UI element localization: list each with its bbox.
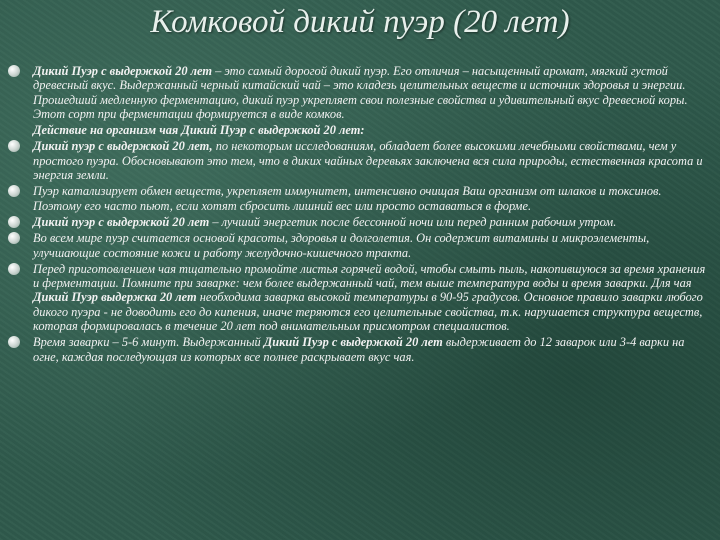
list-item bbox=[8, 215, 712, 229]
item-bold: Дикий пуэр с выдержкой 20 лет, bbox=[33, 139, 213, 154]
list-item bbox=[8, 262, 712, 333]
item-bold-inline: Дикий Пуэр выдержка 20 лет bbox=[33, 290, 197, 305]
list-item bbox=[8, 184, 712, 213]
item-bold: Дикий пуэр с выдержкой 20 лет bbox=[33, 214, 210, 229]
bullet-icon bbox=[8, 65, 20, 77]
list-item bbox=[8, 139, 712, 182]
list-item bbox=[8, 231, 712, 260]
item-text: по некоторым исследованиям, обладает более высокими лечебными свойствами, чем у простого пуэра. Обосновывают это тем, что в диких чайных деревьях заключена вся сила природы, естественная красота и энергия земли. bbox=[33, 139, 703, 183]
item-text: Пуэр катализирует обмен веществ, укрепляет иммунитет, интенсивно очищая Ваш организм от шлаков и токсинов. Поэтому его часто пьют, если хотят сбросить лишний вес или просто оставаться в форме. bbox=[33, 184, 662, 213]
list-item bbox=[8, 123, 712, 137]
list-item bbox=[8, 64, 712, 121]
item-text: – это самый дорогой дикий пуэр. Его отличия – насыщенный аромат, мягкий густой древесный вкус. Выдержанный черный китайский чай – это кладезь целительных веществ и источник здоровья и энергии. Прошедший медленную ферментацию, дикий пуэр укрепляет свои полезные свойства и удивительный вкус древесной коры. Этот сорт при ферментации формируется в виде комков. bbox=[33, 64, 688, 121]
bullet-icon bbox=[8, 336, 20, 348]
item-bold: Дикий Пуэр с выдержкой 20 лет bbox=[33, 64, 212, 78]
item-text-cont: выдерживает до 12 заварок или 3-4 варки на огне, каждая последующая из которых все полнее раскрывает вкус чая. bbox=[33, 335, 685, 364]
list-item bbox=[8, 335, 712, 364]
bullet-icon bbox=[8, 185, 20, 197]
item-bold-inline: Дикий Пуэр с выдержкой 20 лет bbox=[263, 335, 443, 350]
item-text: Во всем мире пуэр считается основой красоты, здоровья и долголетия. Он содержит витамины и микроэлементы, улучшающие состояние кожи и работу желудочно-кишечного тракта. bbox=[33, 231, 650, 260]
item-text: Перед приготовлением чая тщательно промойте листья горячей водой, чтобы смыть пыль, накопившуюся за время хранения и ферментации. Помните при заварке: чем более выдержанный чай, тем выше температура воды и время заварки. Для чая bbox=[33, 261, 706, 291]
bullet-icon bbox=[8, 140, 20, 152]
item-text: – лучший энергетик после бессонной ночи или перед ранним рабочим утром. bbox=[209, 214, 617, 229]
bullet-list bbox=[8, 64, 712, 366]
bullet-icon bbox=[8, 216, 20, 228]
slide-title: Комковой дикий пуэр (20 лет) bbox=[150, 4, 570, 40]
item-bold: Действие на организм чая Дикий Пуэр с выдержкой 20 лет: bbox=[33, 123, 365, 138]
bullet-icon bbox=[8, 232, 20, 244]
bullet-icon bbox=[8, 263, 20, 275]
item-text: Время заварки – 5-6 минут. Выдержанный bbox=[33, 335, 264, 350]
item-text-cont: необходима заварка высокой температуры в 90-95 градусов. Основное правило заварки любого дикого пуэра - не доводить его до кипения, иначе теряются его целительные свойства, т.к. нарушается структура веществ, которая формировалась в течение 20 лет под внимательным присмотром специалистов. bbox=[33, 290, 703, 334]
